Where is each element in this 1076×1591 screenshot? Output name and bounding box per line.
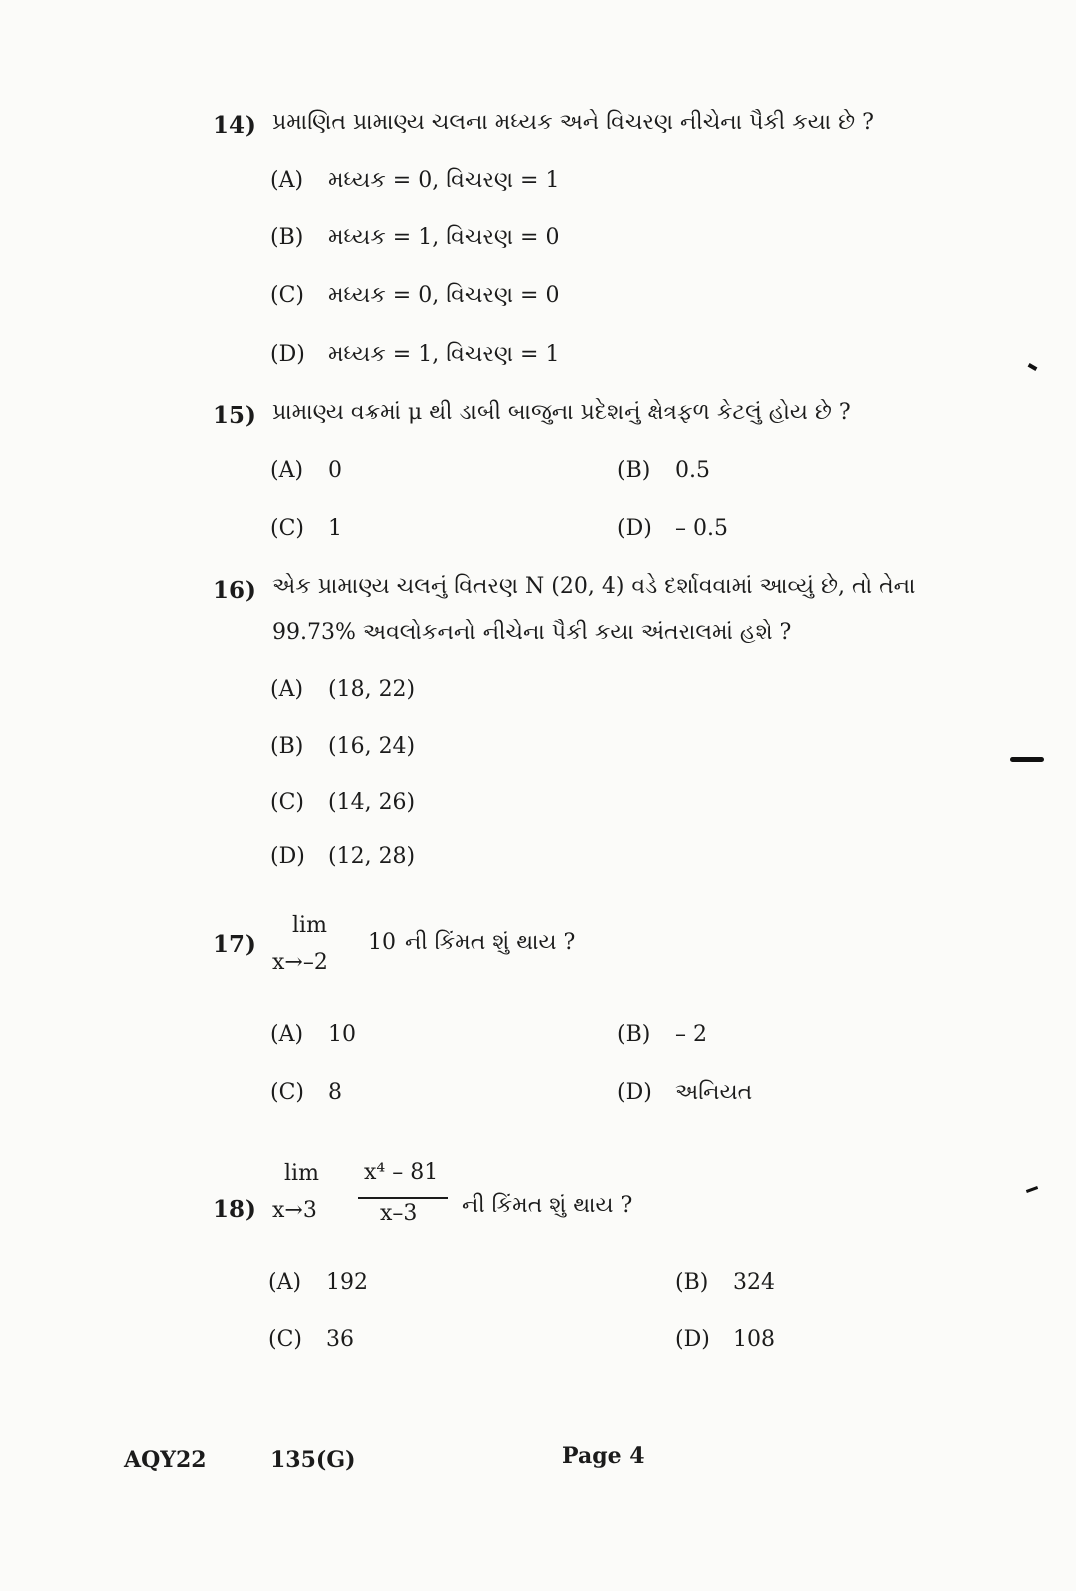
q15-option-a: [270, 458, 342, 483]
option-value: 8: [328, 1080, 342, 1105]
q18-limit-sub: x→3: [272, 1198, 317, 1223]
option-value: 108: [733, 1327, 775, 1352]
q18-lim: lim: [284, 1161, 319, 1186]
option-label: (D): [617, 516, 652, 541]
footer-code: AQY22: [124, 1447, 207, 1473]
q14-option-b: [270, 225, 559, 250]
question-18-text: ની કિંમત શું થાય ?: [462, 1193, 633, 1218]
q18-option-c: [268, 1327, 354, 1352]
q18-denominator: x–3: [380, 1201, 418, 1226]
option-value: 1: [328, 516, 342, 541]
option-value: મધ્યક = 1, વિચરણ = 0: [328, 225, 560, 250]
option-label: (A): [270, 677, 304, 702]
question-14-text: પ્રમાણિત પ્રામાણ્ય ચલના મધ્યક અને વિચરણ નીચેના પૈકી કયા છે ?: [272, 110, 874, 135]
option-value: 0: [328, 458, 342, 483]
q15-option-d: [617, 516, 728, 541]
option-value: (14, 26): [328, 790, 416, 815]
option-value: – 2: [675, 1022, 707, 1047]
q18-option-a: [268, 1270, 368, 1295]
option-label: (D): [270, 342, 305, 367]
option-value: મધ્યક = 1, વિચરણ = 1: [328, 342, 560, 367]
margin-mark: [1010, 757, 1044, 762]
q17-option-c: [270, 1080, 342, 1105]
option-value: 324: [733, 1270, 775, 1295]
option-label: (A): [270, 458, 304, 483]
option-value: 0.5: [675, 458, 710, 483]
option-label: (A): [268, 1270, 302, 1295]
option-value: 192: [326, 1270, 368, 1295]
question-15-number: 15): [213, 402, 256, 429]
footer-paper-number: 135(G): [270, 1447, 356, 1473]
q17-expression: 10: [368, 930, 396, 955]
option-label: (B): [270, 734, 304, 759]
question-16-number: 16): [213, 577, 256, 604]
q18-option-d: [675, 1327, 775, 1352]
option-value: 10: [328, 1022, 356, 1047]
q15-option-b: [617, 458, 710, 483]
question-16-text-line2: 99.73% અવલોકનનો નીચેના પૈકી કયા અંતરાલમાં હશે ?: [272, 620, 792, 645]
question-17-number: 17): [213, 931, 256, 958]
q17-option-b: [617, 1022, 707, 1047]
option-value: (16, 24): [328, 734, 416, 759]
option-value: (18, 22): [328, 677, 416, 702]
q17-option-a: [270, 1022, 356, 1047]
option-label: (D): [270, 844, 305, 869]
q18-option-b: [675, 1270, 775, 1295]
q16-option-b: [270, 734, 415, 759]
option-label: (B): [617, 458, 651, 483]
q18-fraction-bar: [358, 1197, 448, 1199]
q16-option-c: [270, 790, 415, 815]
option-label: (C): [268, 1327, 302, 1352]
option-value: મધ્યક = 0, વિચરણ = 0: [328, 283, 560, 308]
option-label: (C): [270, 283, 304, 308]
option-label: (C): [270, 790, 304, 815]
option-label: (C): [270, 516, 304, 541]
q14-option-c: [270, 283, 559, 308]
option-value: (12, 28): [328, 844, 416, 869]
question-16-text-line1: એક પ્રામાણ્ય ચલનું વિતરણ N (20, 4) વડે દર્શાવવામાં આવ્યું છે, તો તેના: [272, 574, 916, 599]
q14-option-a: [270, 168, 559, 193]
option-value: મધ્યક = 0, વિચરણ = 1: [328, 168, 560, 193]
q17-limit-sub: x→–2: [272, 950, 328, 975]
q14-option-d: [270, 342, 559, 367]
option-label: (B): [270, 225, 304, 250]
q16-option-d: [270, 844, 415, 869]
q18-numerator: x⁴ – 81: [364, 1160, 439, 1185]
question-15-text: પ્રામાણ્ય વક્રમાં μ થી ડાબી બાજુના પ્રદેશનું ક્ષેત્રફળ કેટલું હોય છે ?: [272, 400, 851, 425]
option-label: (B): [617, 1022, 651, 1047]
question-18-number: 18): [213, 1196, 256, 1223]
option-label: (A): [270, 1022, 304, 1047]
option-label: (D): [675, 1327, 710, 1352]
margin-mark: [1028, 363, 1038, 371]
question-14-number: 14): [213, 112, 256, 139]
option-value: અનિયત: [675, 1080, 753, 1105]
option-label: (B): [675, 1270, 709, 1295]
footer-page-number: Page 4: [562, 1443, 645, 1469]
q17-option-d: [617, 1080, 752, 1105]
option-value: 36: [326, 1327, 354, 1352]
option-label: (D): [617, 1080, 652, 1105]
option-label: (C): [270, 1080, 304, 1105]
q16-option-a: [270, 677, 415, 702]
option-label: (A): [270, 168, 304, 193]
margin-mark: [1026, 1186, 1038, 1193]
q15-option-c: [270, 516, 342, 541]
option-value: – 0.5: [675, 516, 728, 541]
q17-lim: lim: [292, 913, 327, 938]
question-17-text: ની કિંમત શું થાય ?: [405, 930, 576, 955]
